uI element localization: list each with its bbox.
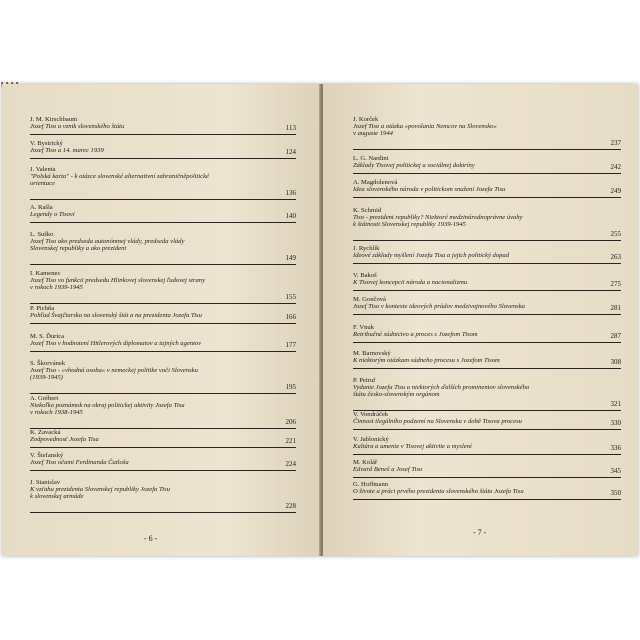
- toc-page-number: 166: [285, 313, 296, 322]
- toc-entry: [30, 116, 296, 133]
- toc-author: S. Škorvánek: [30, 360, 66, 367]
- toc-entry: [30, 452, 296, 469]
- toc-title-line: Legendy o Tisovi: [30, 211, 75, 219]
- toc-author: L. G. Nardini: [353, 155, 389, 162]
- toc-title-line: Jozef Tiso a otázka »povolania Nemcov na Slovensko«: [353, 123, 497, 131]
- toc-divider: [353, 314, 621, 315]
- toc-divider: [353, 149, 621, 150]
- toc-title-line: štátu česko-slovenským orgánom: [353, 391, 440, 399]
- toc-title-line: Jozef Tiso vo funkcii predsedu Hlinkovej slovenskej ľudovej strany: [30, 277, 206, 285]
- toc-page-number: 228: [285, 501, 296, 510]
- toc-title-line: Jozef Tiso ako predseda autonómnej vlády, predseda vlády: [30, 238, 185, 246]
- toc-title-line: Retribučné súdnictvo a proces s Jozefom Tisom: [353, 331, 478, 339]
- toc-divider: [353, 240, 621, 241]
- toc-title-line: Jozef Tiso v kontexte ideových prúdov medzivojnového Slovenska: [353, 303, 525, 311]
- toc-title-line: Slovenskej republiky a ako prezident: [30, 245, 127, 253]
- toc-author: P. Petruf: [353, 377, 376, 384]
- toc-divider: [353, 173, 621, 174]
- toc-divider: [353, 197, 621, 198]
- toc-title-line: Jozef Tiso a vznik slovenského štátu: [30, 123, 125, 131]
- toc-page-number: 155: [285, 292, 296, 301]
- toc-entry: [353, 411, 621, 428]
- toc-page-number: 177: [285, 341, 296, 350]
- toc-author: P. Pichňa: [30, 305, 55, 312]
- toc-page-number: 195: [285, 382, 296, 391]
- toc-title-line: Tiso - prezident republiky? Niektoré medzinárodnoprávne úvahy: [353, 214, 523, 222]
- toc-author: I. Kamenec: [30, 270, 61, 277]
- toc-author: J. Korček: [353, 116, 379, 123]
- toc-page-number: 255: [610, 229, 621, 238]
- toc-title-line: Niekoľko poznámok na okraj politickej aktivity Jozefa Tisu: [30, 402, 185, 410]
- toc-divider: [30, 303, 296, 304]
- toc-author: M. S. Ďurica: [30, 333, 65, 340]
- toc-author: J. Rychlík: [353, 245, 380, 252]
- toc-title-line: Kultúra a umenie v Tisovej aktivite a myslení: [353, 443, 472, 451]
- toc-divider: [30, 158, 296, 159]
- toc-author: L. Suško: [30, 231, 54, 238]
- toc-page-number: 330: [610, 419, 621, 428]
- toc-author: M. Kolář: [353, 459, 378, 466]
- toc-entry: [353, 436, 621, 453]
- toc-author: V. Bakoš: [353, 272, 377, 279]
- toc-divider: [353, 499, 621, 500]
- toc-page-number: 124: [285, 148, 296, 157]
- toc-page-number: 275: [610, 280, 621, 289]
- toc-author: A. Grébert: [30, 395, 59, 402]
- toc-entry: [30, 479, 296, 510]
- toc-title-line: Činnost ilegálního podzemí na Slovensku v době Tisova procesu: [353, 418, 522, 426]
- toc-entry: [30, 333, 296, 350]
- toc-author: A. Magdolenová: [353, 179, 398, 186]
- toc-title-line: O živote a práci prvého prezidenta slovenského štátu Jozefa Tisu: [353, 488, 524, 496]
- toc-title-line: K Tisovej koncepcii národa a nacionalizmu: [353, 279, 468, 287]
- toc-entry: [353, 245, 621, 262]
- toc-title-line: orientace: [30, 180, 55, 188]
- toc-entry: [353, 459, 621, 476]
- toc-page-number: 224: [285, 460, 296, 469]
- toc-author: J. Stanislav: [30, 479, 61, 486]
- toc-author: V. Bystrický: [30, 140, 63, 147]
- toc-author: G. Hoffmann: [353, 481, 389, 488]
- toc-author: F. Vnuk: [353, 324, 374, 331]
- toc-divider: [353, 290, 621, 291]
- toc-title-line: (1939-1945): [30, 374, 63, 382]
- toc-page-number: 149: [285, 253, 296, 262]
- toc-divider: [30, 512, 296, 513]
- toc-page-number: 136: [285, 188, 296, 197]
- toc-entry: [353, 179, 621, 196]
- toc-author: J. Valenta: [30, 166, 56, 173]
- toc-page-number: 321: [610, 399, 621, 408]
- toc-title-line: Základy Tisovej politickej a sociálnej doktríny: [353, 162, 475, 170]
- toc-author: K. Zavacká: [30, 429, 61, 436]
- toc-page-number: 249: [610, 187, 621, 196]
- toc-divider: [30, 393, 296, 394]
- toc-entry: [30, 270, 296, 301]
- toc-author: V. Jablonický: [353, 436, 389, 443]
- toc-entry: [353, 481, 621, 498]
- toc-page-number: 206: [285, 417, 296, 426]
- toc-page-number: 287: [610, 332, 621, 341]
- toc-page-number: 281: [610, 304, 621, 313]
- right-page-number: - 7 -: [473, 528, 487, 537]
- toc-author: M. Gončová: [353, 296, 386, 303]
- open-book: [2, 84, 638, 556]
- toc-title-line: v rokoch 1939-1945: [30, 284, 83, 292]
- toc-page-number: 336: [610, 444, 621, 453]
- toc-title-line: Edvard Beneš a Josef Tiso: [353, 466, 423, 474]
- toc-entry: [30, 360, 296, 391]
- toc-divider: [353, 342, 621, 343]
- toc-divider: [30, 134, 296, 135]
- toc-divider: [30, 470, 296, 471]
- toc-entry: [353, 324, 621, 341]
- toc-entry: [353, 207, 621, 238]
- toc-divider: [30, 351, 296, 352]
- toc-divider: [30, 199, 296, 200]
- right-page: [323, 84, 638, 556]
- toc-page-number: 242: [610, 163, 621, 172]
- toc-divider: [353, 429, 621, 430]
- toc-entry: [353, 272, 621, 289]
- toc-title-line: Jozef Tiso v hodnotení Hitlerových diplomatov a tajných agentov: [30, 340, 202, 348]
- toc-page-number: 350: [610, 489, 621, 498]
- toc-author: M. Barnovský: [353, 350, 391, 357]
- toc-title-line: Zodpovednosť Jozefa Tisu: [30, 436, 99, 444]
- toc-title-line: Jozef Tiso - »vhodná osoba« v nemeckej politike voči Slovensku: [30, 367, 198, 375]
- toc-entry: [30, 231, 296, 262]
- toc-author: J. M. Kirschbaum: [30, 116, 78, 123]
- toc-page-number: 237: [610, 138, 621, 147]
- toc-entry: [30, 140, 296, 157]
- toc-divider: [353, 454, 621, 455]
- toc-author: V. Vondráček: [353, 411, 389, 418]
- toc-divider: [30, 323, 296, 324]
- toc-page-number: 140: [285, 212, 296, 221]
- toc-author: A. Rašla: [30, 204, 53, 211]
- toc-entry: [30, 395, 296, 426]
- toc-divider: [353, 263, 621, 264]
- toc-entry: [30, 204, 296, 221]
- toc-author: V. Štefanský: [30, 452, 64, 459]
- toc-title-line: Idea slovenského národa v politickom snažení Jozefa Tisu: [353, 186, 506, 194]
- toc-title-line: Jozef Tiso očami Ferdinanda Čatloša: [30, 459, 129, 467]
- toc-title-line: K vzťahu prezidenta Slovenskej republiky Jozefa Tisu: [30, 486, 170, 494]
- toc-title-line: Pohľad Švajčiarska na slovenský štát a na prezidenta Jozefa Tisu: [30, 312, 202, 320]
- toc-entry: [353, 155, 621, 172]
- toc-title-line: Vydanie Jozefa Tisu a niektorých ďalších prominentov slovenského: [353, 384, 530, 392]
- toc-entry: [30, 166, 296, 197]
- toc-divider: [30, 447, 296, 448]
- toc-title-line: v auguste 1944: [353, 130, 393, 138]
- toc-title-line: k slovenskej armáde: [30, 493, 84, 501]
- toc-title-line: "Polská karta" - k otázce slovenské alternativní zahraničněpolitické: [30, 173, 209, 181]
- toc-page-number: 221: [285, 437, 296, 446]
- toc-divider: [30, 264, 296, 265]
- left-page-number: - 6 -: [144, 534, 158, 543]
- toc-author: K. Schmid: [353, 207, 382, 214]
- toc-divider: [353, 477, 621, 478]
- toc-page-number: 113: [285, 124, 296, 133]
- toc-entry: [353, 116, 621, 147]
- toc-entry: [353, 296, 621, 313]
- toc-divider: [30, 222, 296, 223]
- toc-title-line: Jozef Tiso a 14. marec 1939: [30, 147, 104, 155]
- toc-page-number: 263: [610, 253, 621, 262]
- toc-divider: [353, 368, 621, 369]
- toc-title-line: k štátnosti Slovenskej republiky 1939-1945: [353, 221, 466, 229]
- toc-entry: [353, 350, 621, 367]
- left-page: [2, 84, 321, 556]
- toc-page-number: 308: [610, 358, 621, 367]
- toc-entry: [30, 305, 296, 322]
- toc-title-line: v rokoch 1938-1945: [30, 409, 83, 417]
- toc-title-line: K niektorým otázkam súdneho procesu s Jozefom Tisom: [353, 357, 500, 365]
- toc-entry: [30, 429, 296, 446]
- toc-entry: [353, 377, 621, 408]
- toc-page-number: 345: [610, 467, 621, 476]
- toc-title-line: Ideové základy myšlení Jozefa Tisa a jejich politický dopad: [353, 252, 510, 260]
